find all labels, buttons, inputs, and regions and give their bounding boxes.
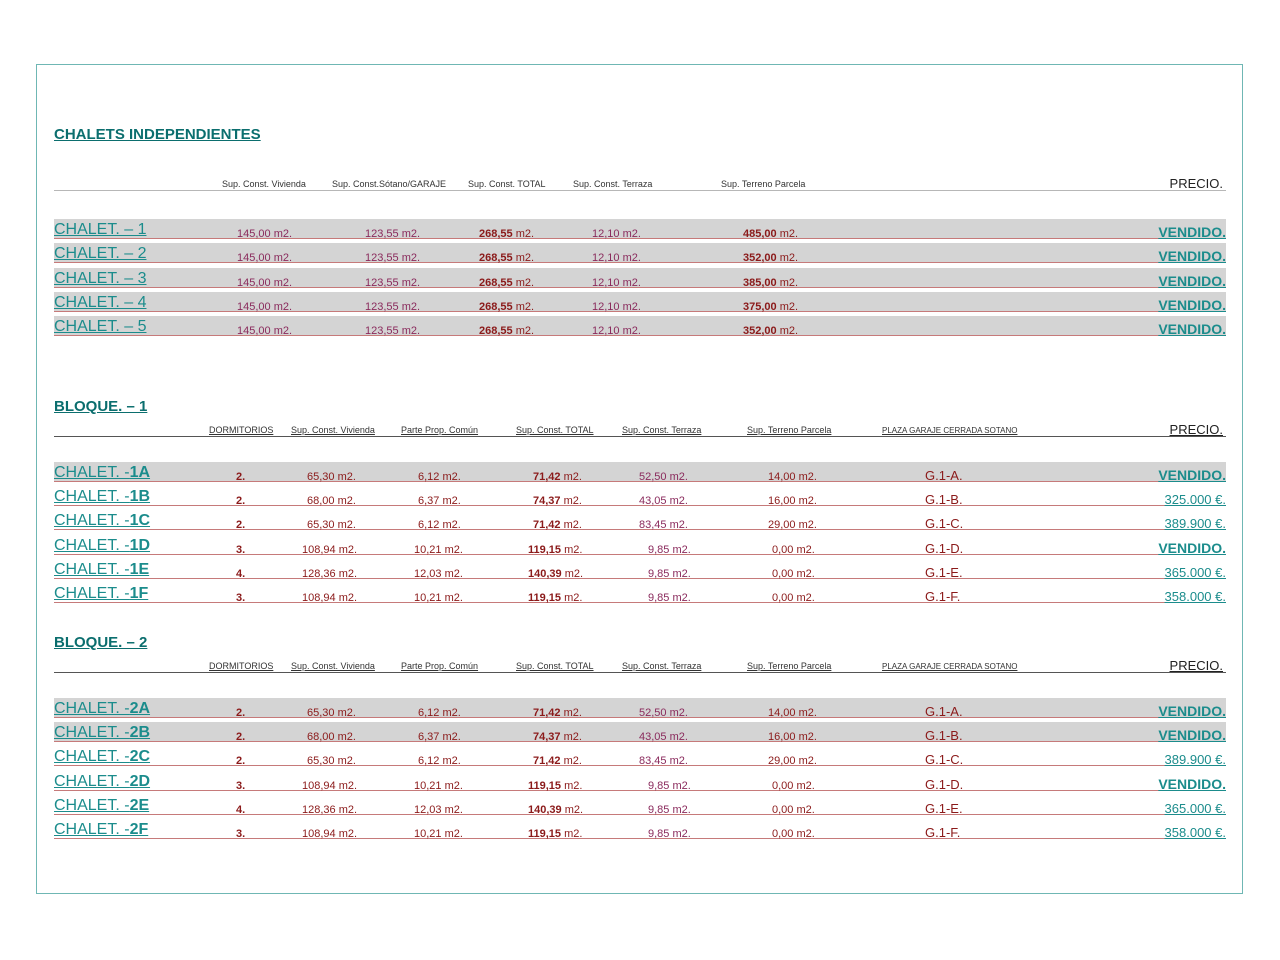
table-row xyxy=(54,292,1226,312)
header-sotano: Sup. Const.Sótano/GARAJE xyxy=(332,179,447,189)
total-number: 268,55 xyxy=(479,252,513,265)
terraza-value: 52,50 m2. xyxy=(639,707,688,719)
dormitorios-value: 2. xyxy=(236,707,246,719)
table-row xyxy=(54,583,1226,603)
price-value: VENDIDO. xyxy=(1158,467,1226,483)
parcela-value: 14,00 m2. xyxy=(768,471,817,483)
table-row xyxy=(54,746,1226,766)
terraza-value: 52,50 m2. xyxy=(639,471,688,483)
terraza-value: 83,45 m2. xyxy=(639,519,688,532)
header-dormitorios: DORMITORIOS xyxy=(209,661,274,671)
table-row xyxy=(54,510,1226,530)
sotano-value: 123,55 m2. xyxy=(365,252,421,265)
unit-name-code: 2F xyxy=(129,821,149,838)
comun-value: 10,21 m2. xyxy=(414,592,463,604)
dormitorios-value: 2. xyxy=(236,495,246,508)
parcela-value: 16,00 m2. xyxy=(768,731,817,744)
total-number: 71,42 xyxy=(533,755,561,768)
garaje-value: G.1-F. xyxy=(925,825,961,840)
sotano-value: 123,55 m2. xyxy=(365,276,421,289)
total-unit: m2. xyxy=(561,543,583,556)
total-value xyxy=(528,780,582,792)
total-number: 119,15 xyxy=(528,543,562,556)
total-unit: m2. xyxy=(561,803,584,816)
price-value: 325.000 €. xyxy=(1164,492,1226,508)
garaje-value: G.1-D. xyxy=(925,540,964,556)
unit-name-code: 2C xyxy=(129,748,151,766)
unit-name[interactable] xyxy=(54,797,149,815)
unit-name-code: 2D xyxy=(129,772,151,790)
header-precio: PRECIO. xyxy=(1169,422,1223,437)
unit-name[interactable] xyxy=(54,773,150,791)
table-header xyxy=(54,658,1226,673)
unit-name[interactable] xyxy=(54,724,150,742)
price-value: VENDIDO. xyxy=(1158,248,1226,265)
header-vivienda: Sup. Const. Vivienda xyxy=(291,661,375,671)
sotano-value: 123,55 m2. xyxy=(365,228,421,240)
vivienda-value: 108,94 m2. xyxy=(302,543,358,556)
total-unit: m2. xyxy=(561,567,584,580)
total-unit: m2. xyxy=(561,779,583,792)
total-value xyxy=(479,228,534,240)
comun-value: 12,03 m2. xyxy=(414,567,463,580)
header-plaza: PLAZA GARAJE CERRADA SOTANO xyxy=(882,426,1018,435)
unit-name-prefix: CHALET. - xyxy=(54,512,130,530)
terraza-value: 43,05 m2. xyxy=(639,495,688,508)
garaje-value: G.1-B. xyxy=(925,728,963,744)
table-row xyxy=(54,316,1226,336)
parcela-number: 352,00 xyxy=(743,325,777,338)
section-title: CHALETS INDEPENDIENTES xyxy=(54,126,261,143)
total-number: 268,55 xyxy=(479,228,513,240)
dormitorios-value: 4. xyxy=(236,567,246,580)
parcela-unit: m2. xyxy=(776,300,799,313)
table-header xyxy=(54,176,1226,191)
comun-value: 6,12 m2. xyxy=(418,707,461,719)
total-unit: m2. xyxy=(561,592,583,604)
unit-name-code: 1D xyxy=(129,536,151,554)
header-total: Sup. Const. TOTAL xyxy=(468,179,546,189)
comun-value: 6,12 m2. xyxy=(418,471,461,483)
price-value: 389.900 €. xyxy=(1164,752,1226,768)
parcela-value xyxy=(743,325,798,337)
vivienda-value: 128,36 m2. xyxy=(302,803,358,816)
unit-name-prefix: CHALET. - xyxy=(54,821,130,838)
unit-name-code: 1F xyxy=(129,585,149,602)
unit-name-code: 2B xyxy=(129,724,151,742)
dormitorios-value: 3. xyxy=(236,828,246,840)
vivienda-value: 145,00 m2. xyxy=(237,276,293,289)
price-value: 365.000 €. xyxy=(1164,564,1226,580)
total-value xyxy=(479,277,534,289)
unit-name-prefix: CHALET. - xyxy=(54,585,130,602)
parcela-value: 29,00 m2. xyxy=(768,755,817,768)
vivienda-value: 108,94 m2. xyxy=(302,779,358,792)
price-value: VENDIDO. xyxy=(1158,296,1226,313)
total-number: 268,55 xyxy=(479,276,513,289)
unit-name[interactable] xyxy=(54,537,150,555)
garaje-value: G.1-D. xyxy=(925,776,964,792)
total-unit: m2. xyxy=(512,300,535,313)
parcela-value xyxy=(743,301,798,313)
table-row xyxy=(54,243,1226,263)
garaje-value: G.1-A. xyxy=(925,468,963,483)
price-value: VENDIDO. xyxy=(1158,727,1226,744)
garaje-value: G.1-A. xyxy=(925,704,963,719)
parcela-unit: m2. xyxy=(776,276,799,289)
price-value: 358.000 €. xyxy=(1164,589,1226,604)
parcela-value xyxy=(743,277,798,289)
total-number: 119,15 xyxy=(528,828,562,840)
table-row xyxy=(54,698,1226,718)
table-header xyxy=(54,422,1226,437)
vivienda-value: 65,30 m2. xyxy=(307,707,356,719)
total-unit: m2. xyxy=(560,731,582,744)
unit-name-code: 1B xyxy=(129,488,151,506)
total-number: 140,39 xyxy=(528,803,562,816)
unit-name-code: 2E xyxy=(129,796,150,814)
vivienda-value: 68,00 m2. xyxy=(307,495,356,508)
comun-value: 10,21 m2. xyxy=(414,543,463,556)
unit-name-prefix: CHALET. - xyxy=(54,796,130,814)
dormitorios-value: 2. xyxy=(236,731,246,744)
terraza-value: 12,10 m2. xyxy=(592,325,641,338)
total-number: 119,15 xyxy=(528,779,562,792)
terraza-value: 9,85 m2. xyxy=(648,543,691,556)
header-vivienda: Sup. Const. Vivienda xyxy=(222,179,306,189)
unit-name[interactable] xyxy=(54,464,150,482)
terraza-value: 12,10 m2. xyxy=(592,276,641,289)
total-unit: m2. xyxy=(512,228,535,240)
parcela-value xyxy=(743,252,798,264)
table-row xyxy=(54,462,1226,482)
price-value: VENDIDO. xyxy=(1158,224,1226,240)
header-parcela: Sup. Terreno Parcela xyxy=(747,425,832,435)
unit-name[interactable]: CHALET. – 2 xyxy=(54,245,147,263)
vivienda-value: 145,00 m2. xyxy=(237,228,293,240)
header-precio: PRECIO. xyxy=(1169,176,1223,191)
header-plaza: PLAZA GARAJE CERRADA SOTANO xyxy=(882,662,1018,671)
total-value xyxy=(479,252,534,264)
total-value xyxy=(479,325,534,337)
parcela-number: 385,00 xyxy=(743,276,777,289)
terraza-value: 9,85 m2. xyxy=(648,803,691,816)
header-dormitorios: DORMITORIOS xyxy=(209,425,274,435)
parcela-value: 14,00 m2. xyxy=(768,707,817,719)
header-precio: PRECIO. xyxy=(1169,658,1223,673)
terraza-value: 83,45 m2. xyxy=(639,755,688,768)
vivienda-value: 65,30 m2. xyxy=(307,471,356,483)
total-unit: m2. xyxy=(560,519,582,532)
header-vivienda: Sup. Const. Vivienda xyxy=(291,425,375,435)
dormitorios-value: 2. xyxy=(236,755,246,768)
total-unit: m2. xyxy=(560,471,582,483)
total-unit: m2. xyxy=(512,325,535,338)
parcela-number: 352,00 xyxy=(743,252,777,265)
total-unit: m2. xyxy=(512,252,535,265)
dormitorios-value: 4. xyxy=(236,803,246,816)
unit-name-code: 1E xyxy=(129,560,150,578)
table-row xyxy=(54,722,1226,742)
vivienda-value: 65,30 m2. xyxy=(307,755,356,768)
parcela-value: 0,00 m2. xyxy=(772,779,815,792)
parcela-value: 0,00 m2. xyxy=(772,567,815,580)
comun-value: 10,21 m2. xyxy=(414,828,463,840)
header-total: Sup. Const. TOTAL xyxy=(516,661,594,671)
price-value: 389.900 €. xyxy=(1164,516,1226,532)
unit-name-prefix: CHALET. - xyxy=(54,560,130,578)
price-value: 358.000 €. xyxy=(1164,825,1226,840)
comun-value: 6,37 m2. xyxy=(418,495,461,508)
total-value xyxy=(528,568,583,580)
garaje-value: G.1-C. xyxy=(925,752,964,768)
garaje-value: G.1-E. xyxy=(925,564,963,580)
parcela-number: 485,00 xyxy=(743,228,777,240)
parcela-unit: m2. xyxy=(776,252,799,265)
total-value xyxy=(528,592,582,604)
comun-value: 12,03 m2. xyxy=(414,803,463,816)
vivienda-value: 108,94 m2. xyxy=(302,828,358,840)
header-terraza: Sup. Const. Terraza xyxy=(622,425,702,435)
unit-name-code: 2A xyxy=(129,700,151,717)
dormitorios-value: 2. xyxy=(236,519,246,532)
vivienda-value: 128,36 m2. xyxy=(302,567,358,580)
unit-name[interactable] xyxy=(54,821,148,839)
parcela-value: 0,00 m2. xyxy=(772,592,815,604)
terraza-value: 9,85 m2. xyxy=(648,592,691,604)
unit-name[interactable] xyxy=(54,748,150,766)
dormitorios-value: 3. xyxy=(236,543,246,556)
table-row xyxy=(54,268,1226,288)
unit-name[interactable] xyxy=(54,512,150,530)
unit-name-prefix: CHALET. - xyxy=(54,464,130,481)
vivienda-value: 108,94 m2. xyxy=(302,592,358,604)
header-terraza: Sup. Const. Terraza xyxy=(622,661,702,671)
total-value xyxy=(533,471,582,483)
total-value xyxy=(533,707,582,719)
table-row xyxy=(54,559,1226,579)
header-parcela: Sup. Terreno Parcela xyxy=(721,179,806,189)
table-row xyxy=(54,535,1226,555)
garaje-value: G.1-E. xyxy=(925,800,963,816)
total-unit: m2. xyxy=(561,828,583,840)
unit-name[interactable] xyxy=(54,585,148,603)
dormitorios-value: 3. xyxy=(236,592,246,604)
dormitorios-value: 2. xyxy=(236,471,246,483)
total-number: 140,39 xyxy=(528,567,562,580)
total-value xyxy=(533,755,582,767)
unit-name-prefix: CHALET. - xyxy=(54,488,130,506)
garaje-value: G.1-B. xyxy=(925,492,963,508)
parcela-value: 0,00 m2. xyxy=(772,543,815,556)
vivienda-value: 145,00 m2. xyxy=(237,325,293,338)
terraza-value: 12,10 m2. xyxy=(592,228,641,240)
unit-name[interactable]: CHALET. – 3 xyxy=(54,269,147,287)
header-comun: Parte Prop. Común xyxy=(401,661,479,671)
parcela-unit: m2. xyxy=(776,228,799,240)
terraza-value: 12,10 m2. xyxy=(592,252,641,265)
table-row xyxy=(54,795,1226,815)
price-value: VENDIDO. xyxy=(1158,775,1226,792)
sotano-value: 123,55 m2. xyxy=(365,325,421,338)
header-terraza: Sup. Const. Terraza xyxy=(573,179,653,189)
unit-name-code: 1A xyxy=(129,464,151,481)
price-value: VENDIDO. xyxy=(1158,703,1226,719)
total-unit: m2. xyxy=(560,707,582,719)
price-value: 365.000 €. xyxy=(1164,800,1226,816)
unit-name-code: 1C xyxy=(129,512,151,530)
parcela-value xyxy=(743,228,798,240)
header-comun: Parte Prop. Común xyxy=(401,425,479,435)
price-value: VENDIDO. xyxy=(1158,321,1226,338)
total-unit: m2. xyxy=(512,276,535,289)
table-row xyxy=(54,486,1226,506)
table-row xyxy=(54,819,1226,839)
total-unit: m2. xyxy=(560,495,582,508)
unit-name-prefix: CHALET. - xyxy=(54,700,130,717)
total-value xyxy=(479,301,534,313)
unit-name[interactable]: CHALET. – 1 xyxy=(54,221,147,238)
total-number: 268,55 xyxy=(479,325,513,338)
total-value xyxy=(528,544,582,556)
total-number: 74,37 xyxy=(533,495,561,508)
price-value: VENDIDO. xyxy=(1158,539,1226,556)
total-number: 71,42 xyxy=(533,471,561,483)
total-number: 119,15 xyxy=(528,592,562,604)
section-title: BLOQUE. – 2 xyxy=(54,634,148,651)
garaje-value: G.1-F. xyxy=(925,589,961,604)
total-value xyxy=(533,495,582,507)
vivienda-value: 145,00 m2. xyxy=(237,252,293,265)
header-total: Sup. Const. TOTAL xyxy=(516,425,594,435)
parcela-value: 0,00 m2. xyxy=(772,828,815,840)
total-value xyxy=(528,804,583,816)
section-title: BLOQUE. – 1 xyxy=(54,398,148,415)
terraza-value: 9,85 m2. xyxy=(648,779,691,792)
total-value xyxy=(533,731,582,743)
header-parcela: Sup. Terreno Parcela xyxy=(747,661,832,671)
vivienda-value: 145,00 m2. xyxy=(237,300,293,313)
comun-value: 6,12 m2. xyxy=(418,519,461,532)
total-number: 71,42 xyxy=(533,707,561,719)
unit-name-prefix: CHALET. - xyxy=(54,724,130,742)
comun-value: 10,21 m2. xyxy=(414,779,463,792)
comun-value: 6,12 m2. xyxy=(418,755,461,768)
terraza-value: 43,05 m2. xyxy=(639,731,688,744)
unit-name-prefix: CHALET. - xyxy=(54,748,130,766)
vivienda-value: 68,00 m2. xyxy=(307,731,356,744)
table-row xyxy=(54,771,1226,791)
vivienda-value: 65,30 m2. xyxy=(307,519,356,532)
unit-name-prefix: CHALET. - xyxy=(54,536,130,554)
unit-name-prefix: CHALET. - xyxy=(54,772,130,790)
unit-name[interactable] xyxy=(54,561,149,579)
parcela-value: 29,00 m2. xyxy=(768,519,817,532)
total-number: 71,42 xyxy=(533,519,561,532)
garaje-value: G.1-C. xyxy=(925,516,964,532)
total-number: 74,37 xyxy=(533,731,561,744)
parcela-unit: m2. xyxy=(776,325,799,338)
comun-value: 6,37 m2. xyxy=(418,731,461,744)
price-value: VENDIDO. xyxy=(1158,272,1226,289)
unit-name[interactable]: CHALET. – 4 xyxy=(54,293,147,311)
total-value xyxy=(528,828,582,840)
terraza-value: 9,85 m2. xyxy=(648,828,691,840)
parcela-number: 375,00 xyxy=(743,300,777,313)
dormitorios-value: 3. xyxy=(236,779,246,792)
table-row xyxy=(54,219,1226,239)
total-unit: m2. xyxy=(560,755,582,768)
sotano-value: 123,55 m2. xyxy=(365,300,421,313)
parcela-value: 0,00 m2. xyxy=(772,803,815,816)
unit-name[interactable] xyxy=(54,700,150,718)
terraza-value: 9,85 m2. xyxy=(648,567,691,580)
unit-name[interactable]: CHALET. – 5 xyxy=(54,318,147,336)
total-value xyxy=(533,519,582,531)
terraza-value: 12,10 m2. xyxy=(592,300,641,313)
unit-name[interactable] xyxy=(54,488,150,506)
total-number: 268,55 xyxy=(479,300,513,313)
parcela-value: 16,00 m2. xyxy=(768,495,817,508)
